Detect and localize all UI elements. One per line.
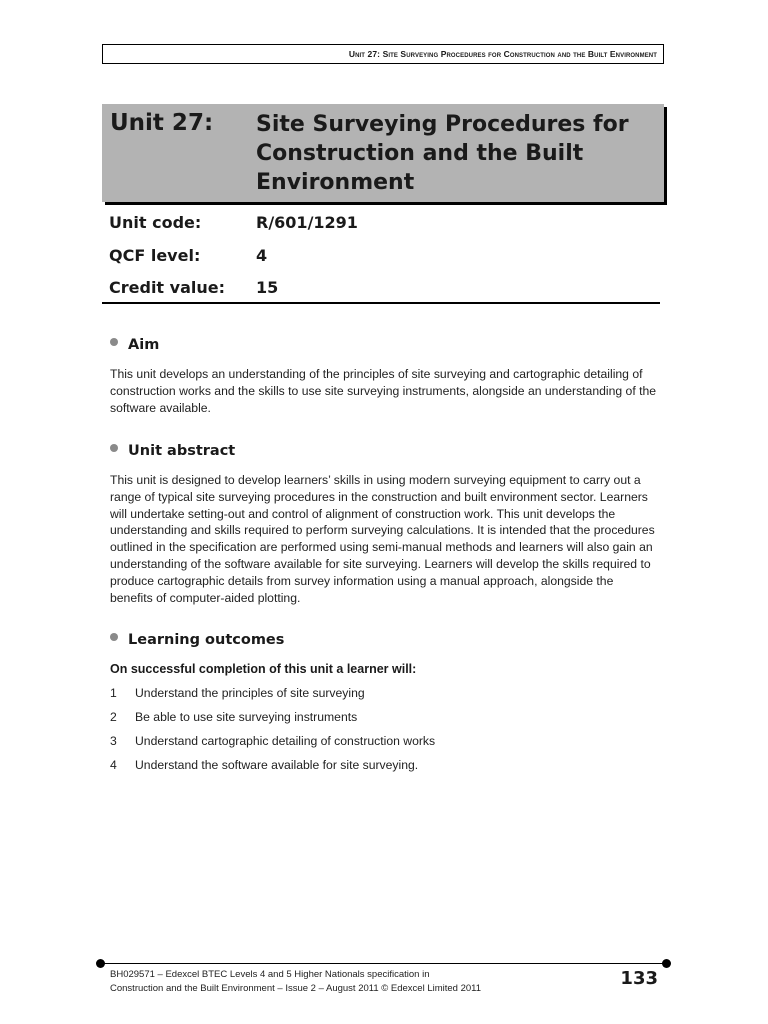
footer-line-2: Construction and the Built Environment – Issue 2 – August 2011 © Edexcel Limited 2011 bbox=[110, 983, 482, 994]
footer-text bbox=[110, 968, 530, 996]
outcome-text: Understand the software available for site surveying. bbox=[135, 758, 419, 772]
footer-dot-right bbox=[662, 959, 671, 968]
aim-heading bbox=[110, 337, 159, 353]
unit-code-label: Unit code: bbox=[109, 213, 202, 232]
running-head bbox=[102, 44, 664, 64]
unit-code-value: R/601/1291 bbox=[256, 213, 358, 232]
aim-text: This unit develops an understanding of the principles of site surveying and cartographic detailing of construction works and the skills to use site surveying instruments, alongside an understanding of the software available. bbox=[110, 367, 657, 415]
outcomes-heading-text: Learning outcomes bbox=[128, 632, 285, 648]
unit-title: Site Surveying Procedures for Construction and the Built Environment bbox=[256, 112, 629, 195]
qcf-level-value: 4 bbox=[256, 246, 268, 265]
outcome-number: 2 bbox=[110, 710, 117, 724]
abstract-heading bbox=[110, 443, 235, 459]
outcome-number: 3 bbox=[110, 734, 117, 748]
outcome-text: Understand cartographic detailing of construction works bbox=[135, 734, 436, 748]
page-number: 133 bbox=[620, 968, 658, 989]
outcome-number: 4 bbox=[110, 758, 117, 772]
abstract-text: This unit is designed to develop learners’ skills in using modern surveying equipment to carry out a range of typical site surveying procedures in the construction and built environment sector. Learners will undertake setting-out and control of alignment of construction work. This unit develops the understanding and skills required to perform surveying calculations. It is intended that the procedures outlined in the specification are performed using semi-manual methods and learners will also gain an understanding of the software available for site surveying. Learners will develop the skills required to produce cartographic details from survey information using a manual approach, alongside the benefits of computer-aided plotting. bbox=[110, 473, 655, 605]
bullet-icon bbox=[110, 444, 118, 452]
outcome-number: 1 bbox=[110, 686, 117, 700]
bullet-icon bbox=[110, 338, 118, 346]
aim-heading-text: Aim bbox=[128, 337, 160, 353]
credit-value-value: 15 bbox=[256, 278, 279, 297]
footer-line-1: BH029571 – Edexcel BTEC Levels 4 and 5 Higher Nationals specification in bbox=[110, 969, 430, 980]
footer-divider bbox=[101, 963, 667, 964]
qcf-level-label: QCF level: bbox=[109, 246, 201, 265]
outcome-text: Be able to use site surveying instruments bbox=[135, 710, 358, 724]
running-head-text: Unit 27: Site Surveying Procedures for Construction and the Built Environment bbox=[348, 49, 657, 59]
credit-value-label: Credit value: bbox=[109, 278, 225, 297]
outcomes-intro: On successful completion of this unit a learner will: bbox=[110, 662, 417, 676]
bullet-icon bbox=[110, 633, 118, 641]
outcomes-heading bbox=[110, 632, 284, 648]
meta-divider bbox=[102, 302, 660, 304]
abstract-heading-text: Unit abstract bbox=[128, 443, 236, 459]
unit-number: Unit 27: bbox=[110, 110, 214, 136]
unit-title-banner bbox=[102, 104, 664, 202]
outcome-text: Understand the principles of site surveying bbox=[135, 686, 365, 700]
